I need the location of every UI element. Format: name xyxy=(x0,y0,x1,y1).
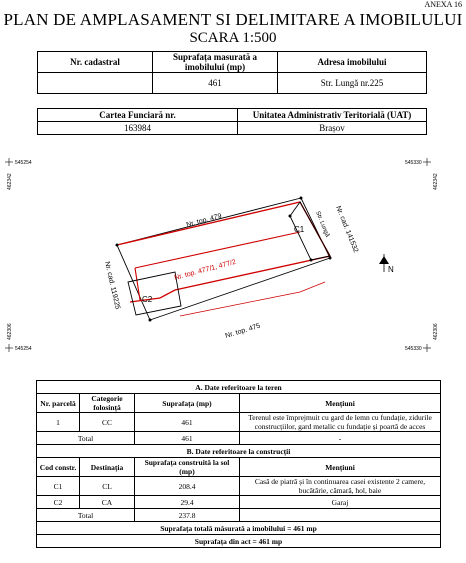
cell-code-c1: C1 xyxy=(37,477,80,496)
header-code: Cod constr. xyxy=(37,458,80,477)
site-plan xyxy=(0,150,466,378)
cell-cadastral xyxy=(38,73,153,94)
cell-parcel: 1 xyxy=(37,413,80,432)
land-book-table xyxy=(37,108,427,135)
coord-top-right-y: 462342 xyxy=(433,173,439,190)
label-nr-top-479: Nr. top. 479 xyxy=(185,212,223,229)
coord-top-left-y: 462342 xyxy=(7,173,13,190)
annex-label: ANEXA 16 xyxy=(424,0,462,9)
building-c2 xyxy=(128,272,181,315)
coord-top-left-x: 545254 xyxy=(15,160,32,166)
header-land-book: Cartea Funciară nr. xyxy=(38,109,238,122)
cell-dest-c2: CA xyxy=(80,496,135,509)
parcel-boundary xyxy=(117,202,330,302)
section-b-title: B. Date referitoare la construcții xyxy=(37,445,441,458)
total-measured-area: Suprafața totală măsurată a imobilului = 461 mp xyxy=(37,522,441,535)
cell-land-book: 163984 xyxy=(38,122,238,135)
label-nr-top-475: Nr. top. 475 xyxy=(224,322,262,340)
total2-area: 237.8 xyxy=(135,509,240,522)
label-nr-cad-119225: Nr. cad. 119225 xyxy=(103,260,121,311)
cell-dest-c1: CL xyxy=(80,477,135,496)
header-category: Categorie folosință xyxy=(80,394,135,413)
cell-area-c1: 208.4 xyxy=(135,477,240,496)
header-notes: Mențiuni xyxy=(240,394,441,413)
cell-code-c2: C2 xyxy=(37,496,80,509)
header-address: Adresa imobilului xyxy=(278,52,427,73)
coord-bottom-right-x: 545330 xyxy=(405,346,422,352)
cell-notes: Terenul este împrejmuit cu gard de lemn cu fundație, zidurile construcțiilor, gard metalic cu fundație și poartă de acces xyxy=(240,413,441,432)
cell-measured-area: 461 xyxy=(153,73,278,94)
land-data-table xyxy=(36,380,441,548)
act-area: Suprafața din act = 461 mp xyxy=(37,535,441,548)
section-a-title: A. Date referitoare la teren xyxy=(37,381,441,394)
label-street: Str. Lungă xyxy=(314,210,330,239)
cell-uat: Brașov xyxy=(238,122,427,135)
coord-bottom-left-x: 545254 xyxy=(15,346,32,352)
coord-bottom-right-y: 462306 xyxy=(433,323,439,340)
cell-category: CC xyxy=(80,413,135,432)
cell-area: 461 xyxy=(135,413,240,432)
scale-label: SCARA 1:500 xyxy=(189,30,277,46)
cell-notes-c1: Casă de piatră și în continuarea casei existente 2 camere, bucătărie, cămară, hol, baie xyxy=(240,477,441,496)
cell-area-c2: 29.4 xyxy=(135,496,240,509)
header-measured-area: Suprafața masurată a imobilului (mp) xyxy=(153,52,278,73)
header-area: Suprafața (mp) xyxy=(135,394,240,413)
cell-address: Str. Lungă nr.225 xyxy=(278,73,427,94)
total2-label: Total xyxy=(37,509,135,522)
total-notes: - xyxy=(240,432,441,445)
north-arrow-icon xyxy=(379,254,394,274)
label-c2: C2 xyxy=(142,295,153,304)
header-parcel: Nr. parcelă xyxy=(37,394,80,413)
header-cadastral: Nr. cadastral xyxy=(38,52,153,73)
header-uat: Unitatea Administrativ Teritorială (UAT) xyxy=(238,109,427,122)
cadastral-table xyxy=(37,51,427,94)
coord-top-right-x: 545330 xyxy=(405,160,422,166)
document-title: PLAN DE AMPLASAMENT SI DELIMITARE A IMOBILULUI xyxy=(3,10,463,29)
label-parcel: Nr. top. 477/1, 477/2 xyxy=(173,258,237,282)
total-area: 461 xyxy=(135,432,240,445)
label-c1: C1 xyxy=(294,225,305,234)
label-nr-cad-141532: Nr. cad. 141532 xyxy=(334,205,360,254)
coord-bottom-left-y: 462306 xyxy=(7,323,13,340)
header-built-area: Suprafața construită la sol (mp) xyxy=(135,458,240,477)
header-destination: Destinația xyxy=(80,458,135,477)
total-label: Total xyxy=(37,432,135,445)
header-notes-2: Mențiuni xyxy=(240,458,441,477)
north-label: N xyxy=(388,265,394,274)
cell-notes-c2: Garaj xyxy=(240,496,441,509)
